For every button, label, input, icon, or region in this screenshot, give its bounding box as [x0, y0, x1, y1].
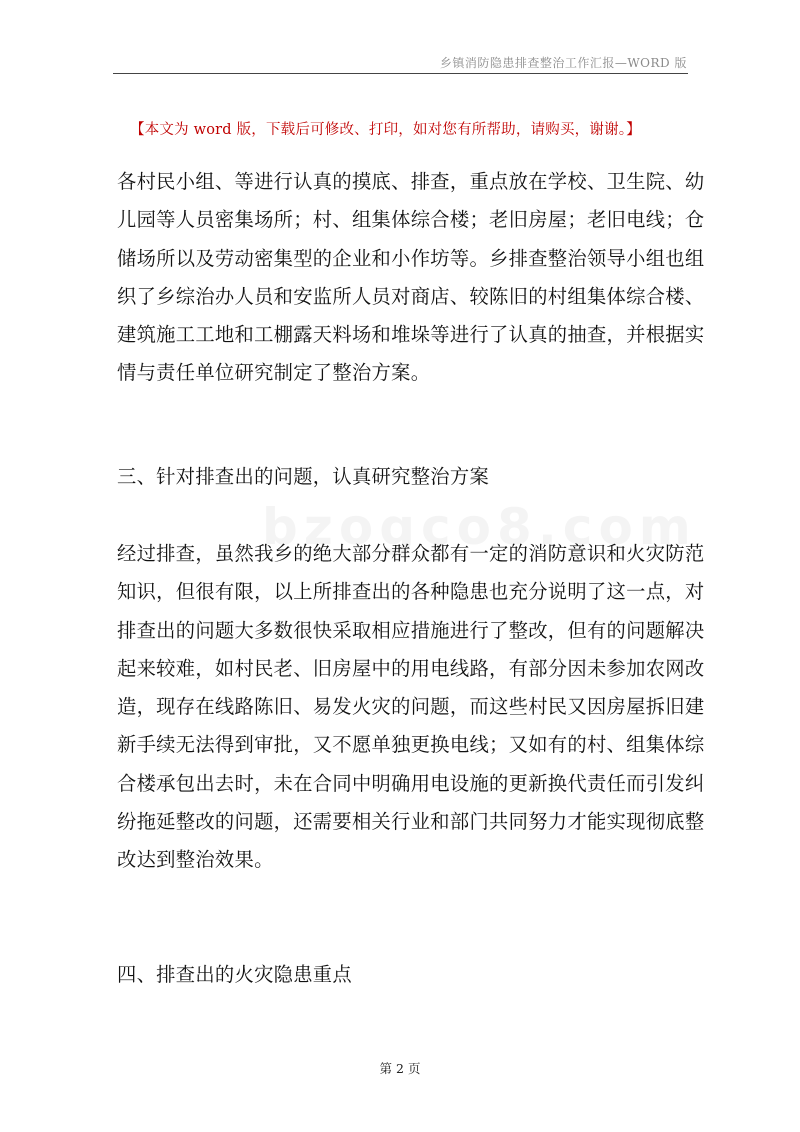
- paragraph-line: 纷拖延整改的问题，还需要相关行业和部门共同努力才能实现彻底整: [117, 810, 705, 834]
- paragraph-line: 起来较难，如村民老、旧房屋中的用电线路，有部分因未参加农网改: [117, 656, 705, 680]
- section-heading-text: 四、排查出的火灾隐患重点: [117, 963, 352, 986]
- section-heading-3: [117, 458, 683, 496]
- paragraph-line: 经过排查，虽然我乡的绝大部分群众都有一定的消防意识和火灾防范: [117, 542, 705, 565]
- paragraph-line: 织了乡综治办人员和安监所人员对商店、较陈旧的村组集体综合楼、: [117, 284, 705, 308]
- paragraph-line: 儿园等人员密集场所；村、组集体综合楼；老旧房屋；老旧电线；仓: [117, 208, 705, 232]
- paragraph-2: [117, 535, 705, 880]
- purchase-notice: 【本文为 word 版，下载后可修改、打印，如对您有所帮助，请购买，谢谢。】: [130, 122, 641, 138]
- section-heading-text: 三、针对排查出的问题，认真研究整治方案: [117, 465, 490, 488]
- section-heading-4: [117, 956, 683, 994]
- page-number: 第 2 页: [379, 1061, 421, 1076]
- paragraph-line: 情与责任单位研究制定了整治方案。: [117, 361, 431, 385]
- paragraph-line: 新手续无法得到审批，又不愿单独更换电线；又如有的村、组集体综: [117, 733, 705, 757]
- paragraph-line: 储场所以及劳动密集型的企业和小作坊等。乡排查整治领导小组也组: [117, 246, 705, 270]
- paragraph-1: [117, 163, 705, 393]
- paragraph-line: 造，现存在线路陈旧、易发火灾的问题，而这些村民又因房屋拆旧建: [117, 695, 705, 719]
- paragraph-line: 知识，但很有限，以上所排查出的各种隐患也充分说明了这一点，对: [117, 580, 705, 604]
- paragraph-line: 排查出的问题大多数很快采取相应措施进行了整改，但有的问题解决: [117, 618, 705, 642]
- paragraph-line: 改达到整治效果。: [117, 848, 274, 872]
- paragraph-line: 合楼承包出去时，未在合同中明确用电设施的更新换代责任而引发纠: [117, 771, 705, 795]
- running-header-title: 乡镇消防隐患排查整治工作汇报—WORD 版: [439, 56, 687, 70]
- paragraph-line: 各村民小组、等进行认真的摸底、排查，重点放在学校、卫生院、幼: [117, 170, 705, 193]
- header-divider: [113, 73, 688, 74]
- paragraph-line: 建筑施工工地和工棚露天料场和堆垛等进行了认真的抽查，并根据实: [117, 323, 705, 347]
